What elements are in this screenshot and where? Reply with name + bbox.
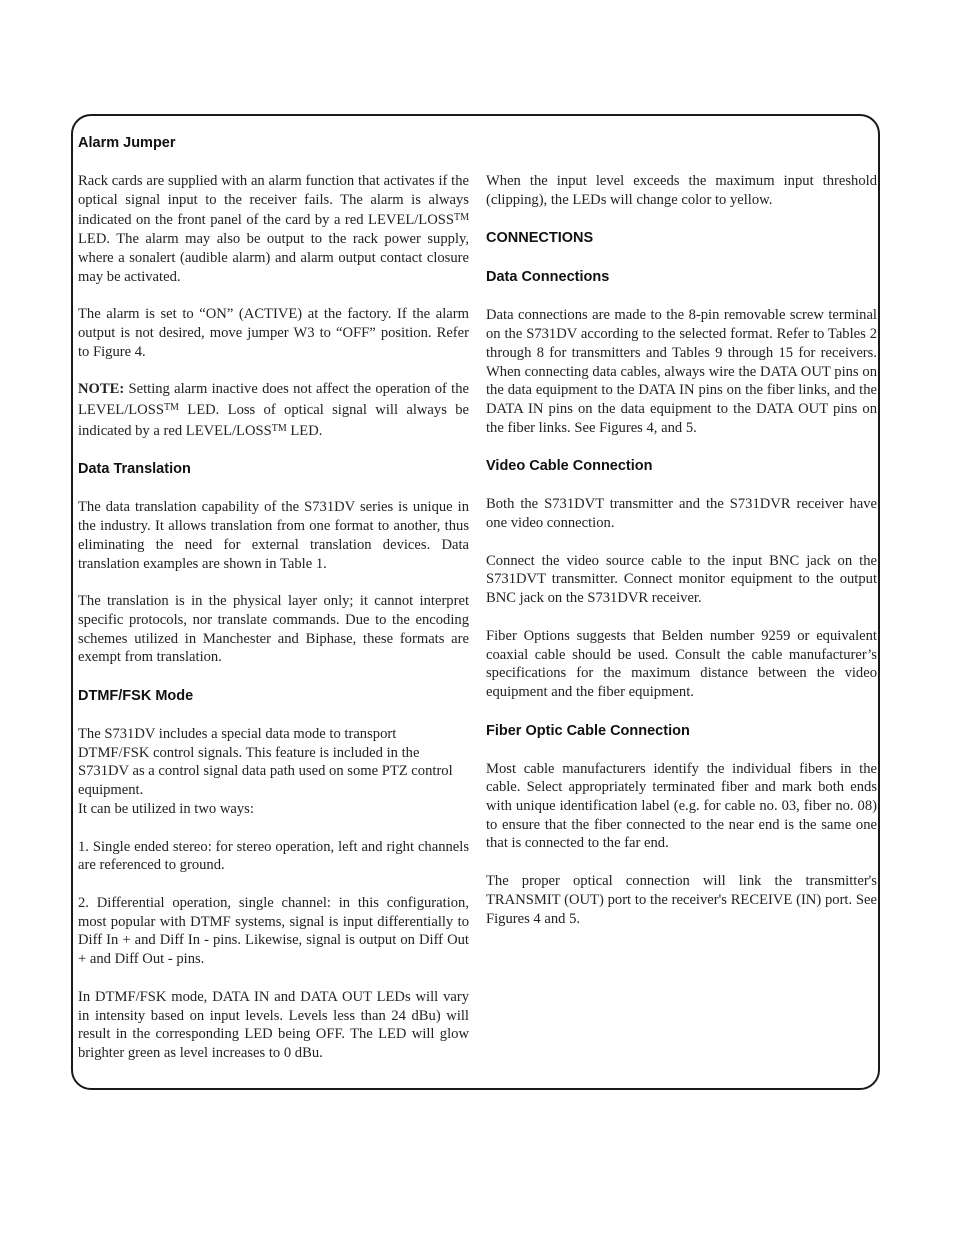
video-cable-paragraph-3: Fiber Options suggests that Belden number 9259 or equivalent coaxial cable should be used. Consult the cable manufacturer’s specifications for the maximum distance between the video equipment and the fiber equipment. <box>486 627 877 700</box>
data-translation-paragraph-1: The data translation capability of the S731DV series is unique in the industry. It allows translation from one format to another, thus eliminating the need for external translation devices. Data translation examples are shown in Table 1. <box>78 499 469 572</box>
left-column <box>78 133 469 1082</box>
clipping-paragraph: When the input level exceeds the maximum input threshold (clipping), the LEDs will change color to yellow. <box>486 173 877 208</box>
alarm-jumper-paragraph-1: Rack cards are supplied with an alarm function that activates if the optical signal input to the receiver fails. The alarm is always indicated on the front panel of the card by a red LEVEL/LOSS™ LED. The alarm may also be output to the rack power supply, where a sonalert (audible alarm) and alarm output contact closure may be activated. <box>78 173 469 285</box>
dtmf-fsk-paragraph-1: The S731DV includes a special data mode to transport DTMF/FSK control signals. This feature is included in the S731DV as a control signal data path used on some PTZ control equipment. It can be utilized in two ways: <box>78 726 453 817</box>
alarm-jumper-heading: Alarm Jumper <box>78 135 176 151</box>
data-translation-paragraph-2: The translation is in the physical layer only; it cannot interpret specific protocols, nor translate commands. Due to the encoding schemes utilized in Manchester and Biphase, these formats are exempt from translation. <box>78 593 469 666</box>
alarm-jumper-note: NOTE: Setting alarm inactive does not affect the operation of the LEVEL/LOSS™ LED. Loss of optical signal will always be indicated by a red LEVEL/LOSS™ LED. <box>78 381 469 439</box>
dtmf-fsk-paragraph-4: In DTMF/FSK mode, DATA IN and DATA OUT LEDs will vary in intensity based on input levels. Levels less than 24 dBu) will result in the corresponding LED being OFF. The LED will glow brighter green as level increases to 0 dBu. <box>78 988 469 1061</box>
alarm-jumper-paragraph-2: The alarm is set to “ON” (ACTIVE) at the factory. If the alarm output is not desired, move jumper W3 to “OFF” position. Refer to Figure 4. <box>78 306 469 360</box>
fiber-optic-paragraph-1: Most cable manufacturers identify the individual fibers in the cable. Select appropriately terminated fiber and mark both ends with unique identification label (e.g. for cable no. 03, fiber no. 08) to ensure that the fiber connected to the near end is the same one that is connected to the far end. <box>486 760 877 852</box>
data-connections-heading: Data Connections <box>486 269 610 286</box>
video-cable-paragraph-2: Connect the video source cable to the input BNC jack on the S731DVT transmitter. Connect monitor equipment to the output BNC jack on the S731DVR receiver. <box>486 552 877 607</box>
fiber-optic-heading: Fiber Optic Cable Connection <box>486 722 690 739</box>
video-cable-paragraph-1: Both the S731DVT transmitter and the S731DVR receiver have one video connection. <box>486 496 877 532</box>
video-cable-heading: Video Cable Connection <box>486 458 653 475</box>
connections-heading: CONNECTIONS <box>486 230 594 247</box>
right-column <box>486 172 877 947</box>
data-translation-heading: Data Translation <box>78 461 191 478</box>
fiber-optic-paragraph-2: The proper optical connection will link the transmitter's TRANSMIT (OUT) port to the receiver's RECEIVE (IN) port. See Figures 4 and 5. <box>486 873 877 927</box>
dtmf-fsk-paragraph-2: 1. Single ended stereo: for stereo operation, left and right channels are referenced to ground. <box>78 838 469 874</box>
dtmf-fsk-paragraph-3: 2. Differential operation, single channel: in this configuration, most popular with DTMF systems, signal is input differentially to Diff In + and Diff In - pins. Likewise, signal is output on Diff Out + and Diff Out - pins. <box>78 894 469 968</box>
dtmf-fsk-heading: DTMF/FSK Mode <box>78 688 194 705</box>
data-connections-paragraph: Data connections are made to the 8-pin removable screw terminal on the S731DV according to the selected format. Refer to Tables 2 through 8 for transmitters and Tables 9 through 15 for receivers. When connecting data cables, always wire the DATA OUT pins on the data equipment to the DATA IN pins on the fiber links, and the DATA IN pins on the data equipment to the DATA OUT pins on the fiber links. See Figures 4, and 5. <box>486 307 877 436</box>
